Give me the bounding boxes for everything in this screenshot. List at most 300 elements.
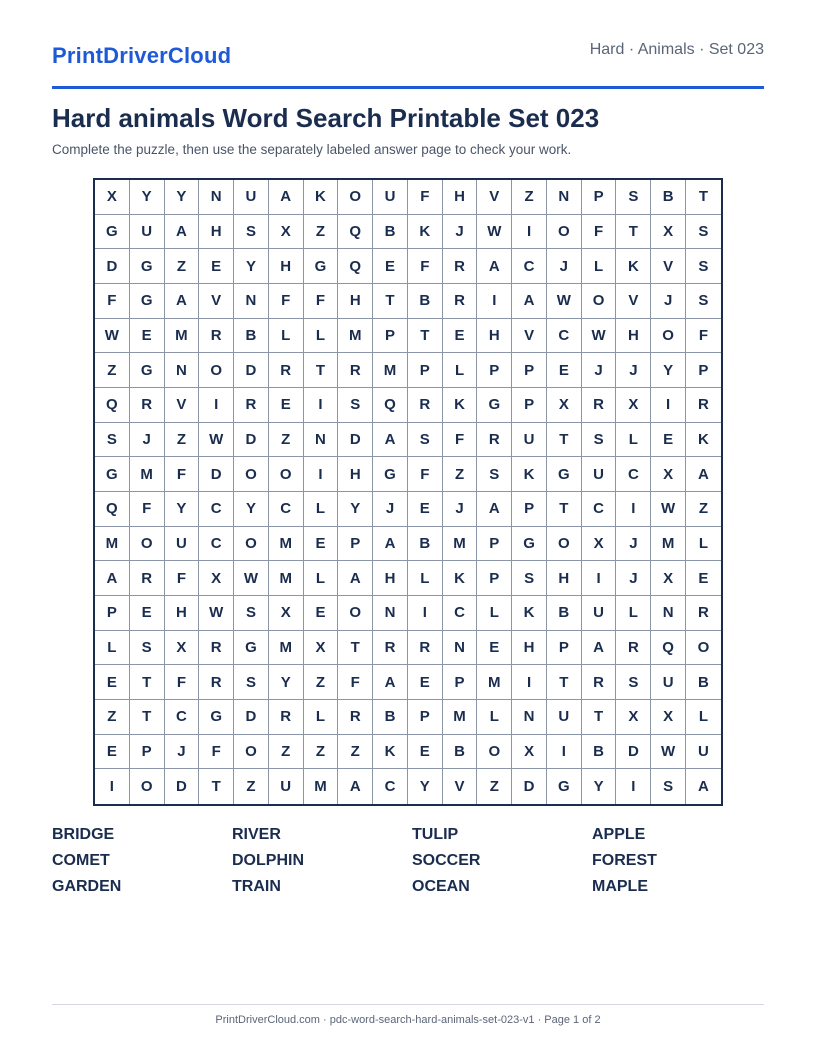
- grid-cell: R: [408, 631, 443, 666]
- grid-cell: J: [443, 215, 478, 250]
- grid-cell: M: [338, 319, 373, 354]
- grid-cell: C: [199, 492, 234, 527]
- grid-cell: L: [477, 700, 512, 735]
- grid-cell: S: [512, 561, 547, 596]
- grid-cell: G: [234, 631, 269, 666]
- grid-cell: G: [130, 353, 165, 388]
- grid-cell: O: [234, 527, 269, 562]
- grid-cell: A: [373, 665, 408, 700]
- grid-cell: V: [512, 319, 547, 354]
- grid-cell: M: [477, 665, 512, 700]
- grid-cell: D: [234, 353, 269, 388]
- grid-cell: L: [304, 492, 339, 527]
- grid-cell: T: [408, 319, 443, 354]
- grid-cell: U: [651, 665, 686, 700]
- grid-cell: X: [304, 631, 339, 666]
- grid-cell: P: [686, 353, 721, 388]
- grid-cell: E: [477, 631, 512, 666]
- grid-cell: O: [338, 180, 373, 215]
- grid-cell: N: [304, 423, 339, 458]
- grid-cell: U: [269, 769, 304, 804]
- grid-cell: L: [477, 596, 512, 631]
- grid-cell: I: [512, 215, 547, 250]
- grid-cell: M: [651, 527, 686, 562]
- grid-cell: E: [408, 492, 443, 527]
- grid-cell: P: [338, 527, 373, 562]
- grid-cell: F: [165, 561, 200, 596]
- grid-cell: X: [651, 561, 686, 596]
- grid-cell: Q: [338, 249, 373, 284]
- grid-cell: X: [547, 388, 582, 423]
- grid-cell: B: [686, 665, 721, 700]
- grid-cell: B: [408, 527, 443, 562]
- grid-cell: R: [616, 631, 651, 666]
- grid-cell: D: [234, 423, 269, 458]
- grid-cell: G: [477, 388, 512, 423]
- grid-cell: X: [95, 180, 130, 215]
- grid-cell: G: [95, 215, 130, 250]
- grid-cell: I: [477, 284, 512, 319]
- grid-cell: K: [512, 457, 547, 492]
- grid-cell: P: [95, 596, 130, 631]
- grid-cell: M: [269, 631, 304, 666]
- grid-cell: Y: [269, 665, 304, 700]
- grid-cell: R: [130, 388, 165, 423]
- grid-cell: A: [477, 249, 512, 284]
- grid-cell: Z: [443, 457, 478, 492]
- grid-cell: H: [199, 215, 234, 250]
- grid-cell: Q: [95, 388, 130, 423]
- grid-cell: C: [616, 457, 651, 492]
- grid-cell: U: [234, 180, 269, 215]
- grid-cell: L: [686, 527, 721, 562]
- word-list: [52, 824, 772, 902]
- grid-cell: N: [234, 284, 269, 319]
- grid-cell: S: [234, 596, 269, 631]
- grid-cell: H: [269, 249, 304, 284]
- grid-cell: O: [547, 215, 582, 250]
- grid-cell: E: [408, 735, 443, 770]
- grid-cell: K: [512, 596, 547, 631]
- word-search-grid: [93, 178, 723, 806]
- grid-cell: W: [95, 319, 130, 354]
- grid-cell: E: [269, 388, 304, 423]
- grid-cell: O: [234, 457, 269, 492]
- grid-cell: P: [512, 388, 547, 423]
- grid-cell: L: [686, 700, 721, 735]
- grid-cell: M: [443, 700, 478, 735]
- grid-cell: F: [686, 319, 721, 354]
- grid-cell: O: [651, 319, 686, 354]
- grid-cell: X: [651, 215, 686, 250]
- word-list-item: GARDEN: [52, 878, 122, 895]
- grid-cell: R: [199, 631, 234, 666]
- grid-cell: S: [616, 665, 651, 700]
- grid-cell: E: [686, 561, 721, 596]
- grid-cell: S: [95, 423, 130, 458]
- grid-cell: R: [269, 700, 304, 735]
- grid-cell: H: [165, 596, 200, 631]
- grid-cell: G: [130, 284, 165, 319]
- breadcrumb: Hard · Animals · Set 023: [589, 41, 764, 58]
- grid-cell: R: [373, 631, 408, 666]
- grid-cell: U: [512, 423, 547, 458]
- grid-cell: Z: [338, 735, 373, 770]
- grid-cell: K: [304, 180, 339, 215]
- grid-cell: X: [269, 215, 304, 250]
- footer-divider: [52, 1004, 764, 1005]
- grid-cell: L: [95, 631, 130, 666]
- grid-cell: J: [443, 492, 478, 527]
- grid-cell: J: [582, 353, 617, 388]
- grid-cell: C: [547, 319, 582, 354]
- grid-cell: Y: [165, 180, 200, 215]
- grid-cell: U: [547, 700, 582, 735]
- grid-cell: P: [408, 353, 443, 388]
- grid-cell: X: [582, 527, 617, 562]
- grid-cell: Z: [269, 735, 304, 770]
- grid-cell: I: [651, 388, 686, 423]
- grid-cell: S: [686, 249, 721, 284]
- grid-cell: U: [373, 180, 408, 215]
- word-list-item: APPLE: [592, 826, 646, 843]
- grid-cell: V: [165, 388, 200, 423]
- grid-cell: R: [582, 665, 617, 700]
- grid-cell: M: [95, 527, 130, 562]
- grid-cell: S: [234, 665, 269, 700]
- grid-cell: S: [130, 631, 165, 666]
- grid-cell: T: [199, 769, 234, 804]
- grid-cell: E: [373, 249, 408, 284]
- grid-cell: T: [547, 665, 582, 700]
- grid-cell: V: [477, 180, 512, 215]
- grid-cell: W: [651, 735, 686, 770]
- grid-cell: C: [512, 249, 547, 284]
- grid-cell: L: [304, 700, 339, 735]
- grid-cell: P: [130, 735, 165, 770]
- grid-cell: J: [130, 423, 165, 458]
- grid-cell: P: [477, 561, 512, 596]
- grid-cell: F: [304, 284, 339, 319]
- grid-cell: C: [373, 769, 408, 804]
- grid-cell: Z: [234, 769, 269, 804]
- grid-cell: R: [443, 284, 478, 319]
- grid-cell: G: [547, 769, 582, 804]
- grid-cell: J: [547, 249, 582, 284]
- grid-cell: Q: [373, 388, 408, 423]
- grid-cell: A: [165, 284, 200, 319]
- grid-cell: M: [269, 561, 304, 596]
- grid-cell: P: [512, 353, 547, 388]
- grid-cell: T: [338, 631, 373, 666]
- grid-cell: R: [582, 388, 617, 423]
- grid-cell: W: [199, 423, 234, 458]
- grid-cell: F: [95, 284, 130, 319]
- grid-cell: U: [130, 215, 165, 250]
- grid-cell: I: [512, 665, 547, 700]
- grid-cell: P: [512, 492, 547, 527]
- grid-cell: T: [304, 353, 339, 388]
- grid-cell: J: [165, 735, 200, 770]
- grid-cell: X: [616, 700, 651, 735]
- grid-cell: E: [443, 319, 478, 354]
- grid-cell: B: [373, 215, 408, 250]
- grid-cell: U: [582, 457, 617, 492]
- grid-cell: Y: [234, 249, 269, 284]
- grid-cell: E: [651, 423, 686, 458]
- grid-cell: O: [130, 527, 165, 562]
- grid-cell: S: [477, 457, 512, 492]
- grid-cell: R: [686, 596, 721, 631]
- grid-cell: W: [651, 492, 686, 527]
- grid-cell: Z: [95, 700, 130, 735]
- grid-cell: O: [338, 596, 373, 631]
- grid-cell: J: [616, 353, 651, 388]
- grid-cell: J: [651, 284, 686, 319]
- grid-cell: I: [582, 561, 617, 596]
- grid-cell: K: [686, 423, 721, 458]
- grid-cell: V: [616, 284, 651, 319]
- word-list-item: COMET: [52, 852, 110, 869]
- grid-cell: S: [616, 180, 651, 215]
- grid-cell: A: [686, 457, 721, 492]
- grid-cell: H: [338, 457, 373, 492]
- grid-cell: Z: [165, 423, 200, 458]
- grid-cell: T: [130, 700, 165, 735]
- grid-cell: K: [616, 249, 651, 284]
- grid-cell: K: [373, 735, 408, 770]
- grid-cell: I: [616, 769, 651, 804]
- grid-cell: A: [512, 284, 547, 319]
- grid-cell: S: [686, 284, 721, 319]
- grid-cell: L: [408, 561, 443, 596]
- grid-cell: O: [199, 353, 234, 388]
- grid-cell: W: [199, 596, 234, 631]
- grid-cell: H: [547, 561, 582, 596]
- word-list-item: TRAIN: [232, 878, 281, 895]
- grid-cell: E: [408, 665, 443, 700]
- grid-cell: K: [408, 215, 443, 250]
- grid-cell: B: [408, 284, 443, 319]
- grid-cell: B: [547, 596, 582, 631]
- grid-cell: D: [616, 735, 651, 770]
- grid-cell: N: [443, 631, 478, 666]
- grid-cell: U: [165, 527, 200, 562]
- grid-cell: G: [199, 700, 234, 735]
- grid-cell: O: [269, 457, 304, 492]
- grid-cell: X: [616, 388, 651, 423]
- grid-cell: Z: [269, 423, 304, 458]
- grid-cell: V: [443, 769, 478, 804]
- grid-cell: D: [338, 423, 373, 458]
- grid-cell: L: [304, 319, 339, 354]
- grid-cell: M: [165, 319, 200, 354]
- grid-cell: M: [373, 353, 408, 388]
- grid-cell: N: [165, 353, 200, 388]
- grid-cell: P: [373, 319, 408, 354]
- page-header: [52, 0, 764, 89]
- grid-cell: A: [338, 561, 373, 596]
- page-footer: PrintDriverCloud.com · pdc-word-search-hard-animals-set-023-v1 · Page 1 of 2: [215, 1014, 601, 1026]
- grid-cell: X: [269, 596, 304, 631]
- grid-cell: L: [304, 561, 339, 596]
- grid-cell: B: [373, 700, 408, 735]
- grid-cell: X: [165, 631, 200, 666]
- word-list-item: TULIP: [412, 826, 459, 843]
- grid-cell: K: [443, 561, 478, 596]
- grid-cell: F: [443, 423, 478, 458]
- grid-cell: R: [130, 561, 165, 596]
- grid-cell: R: [408, 388, 443, 423]
- grid-cell: E: [547, 353, 582, 388]
- grid-cell: G: [95, 457, 130, 492]
- grid-cell: F: [269, 284, 304, 319]
- grid-cell: H: [512, 631, 547, 666]
- grid-cell: Z: [304, 735, 339, 770]
- grid-cell: R: [269, 353, 304, 388]
- grid-cell: R: [443, 249, 478, 284]
- grid-cell: J: [373, 492, 408, 527]
- grid-cell: F: [165, 665, 200, 700]
- grid-cell: B: [582, 735, 617, 770]
- grid-cell: A: [269, 180, 304, 215]
- grid-cell: G: [304, 249, 339, 284]
- grid-cell: I: [199, 388, 234, 423]
- grid-cell: P: [408, 700, 443, 735]
- grid-cell: R: [234, 388, 269, 423]
- grid-cell: Y: [408, 769, 443, 804]
- grid-cell: F: [338, 665, 373, 700]
- grid-cell: X: [651, 700, 686, 735]
- grid-cell: P: [443, 665, 478, 700]
- grid-cell: S: [582, 423, 617, 458]
- grid-cell: A: [338, 769, 373, 804]
- grid-cell: P: [582, 180, 617, 215]
- grid-cell: A: [165, 215, 200, 250]
- grid-cell: S: [234, 215, 269, 250]
- grid-cell: Z: [304, 665, 339, 700]
- grid-cell: X: [651, 457, 686, 492]
- grid-cell: D: [199, 457, 234, 492]
- grid-cell: N: [373, 596, 408, 631]
- grid-cell: E: [130, 596, 165, 631]
- grid-cell: Y: [165, 492, 200, 527]
- word-list-item: FOREST: [592, 852, 657, 869]
- grid-cell: E: [95, 665, 130, 700]
- grid-cell: Y: [338, 492, 373, 527]
- page-title: Hard animals Word Search Printable Set 023: [52, 103, 600, 133]
- grid-cell: D: [234, 700, 269, 735]
- grid-cell: L: [616, 596, 651, 631]
- word-list-item: SOCCER: [412, 852, 481, 869]
- grid-cell: N: [199, 180, 234, 215]
- grid-cell: H: [373, 561, 408, 596]
- grid-cell: S: [686, 215, 721, 250]
- grid-cell: Q: [95, 492, 130, 527]
- grid-cell: F: [582, 215, 617, 250]
- grid-cell: E: [304, 596, 339, 631]
- grid-cell: C: [199, 527, 234, 562]
- grid-cell: X: [199, 561, 234, 596]
- grid-cell: E: [130, 319, 165, 354]
- grid-cell: S: [338, 388, 373, 423]
- grid-cell: Z: [95, 353, 130, 388]
- grid-cell: H: [443, 180, 478, 215]
- grid-cell: N: [651, 596, 686, 631]
- word-list-item: BRIDGE: [52, 826, 115, 843]
- grid-cell: W: [547, 284, 582, 319]
- grid-cell: Z: [512, 180, 547, 215]
- word-list-item: DOLPHIN: [232, 852, 304, 869]
- grid-cell: Y: [582, 769, 617, 804]
- grid-cell: Y: [234, 492, 269, 527]
- grid-cell: G: [130, 249, 165, 284]
- grid-cell: Z: [304, 215, 339, 250]
- grid-cell: D: [512, 769, 547, 804]
- grid-cell: T: [616, 215, 651, 250]
- grid-cell: R: [338, 353, 373, 388]
- grid-cell: D: [95, 249, 130, 284]
- grid-cell: V: [651, 249, 686, 284]
- grid-cell: I: [408, 596, 443, 631]
- grid-cell: F: [408, 457, 443, 492]
- grid-cell: C: [443, 596, 478, 631]
- grid-cell: Z: [686, 492, 721, 527]
- grid-cell: O: [547, 527, 582, 562]
- grid-cell: H: [338, 284, 373, 319]
- grid-cell: A: [582, 631, 617, 666]
- grid-cell: I: [547, 735, 582, 770]
- grid-cell: G: [547, 457, 582, 492]
- grid-cell: F: [130, 492, 165, 527]
- grid-cell: T: [686, 180, 721, 215]
- grid-cell: S: [651, 769, 686, 804]
- grid-cell: L: [582, 249, 617, 284]
- grid-cell: F: [408, 180, 443, 215]
- grid-cell: M: [130, 457, 165, 492]
- grid-cell: O: [582, 284, 617, 319]
- grid-cell: Q: [338, 215, 373, 250]
- grid-cell: Z: [165, 249, 200, 284]
- grid-cell: C: [165, 700, 200, 735]
- brand-logo: PrintDriverCloud: [52, 43, 232, 68]
- grid-cell: B: [234, 319, 269, 354]
- grid-cell: I: [616, 492, 651, 527]
- grid-cell: B: [651, 180, 686, 215]
- grid-cell: R: [199, 665, 234, 700]
- grid-cell: W: [582, 319, 617, 354]
- word-list-item: RIVER: [232, 826, 281, 843]
- grid-cell: U: [582, 596, 617, 631]
- grid-cell: J: [616, 527, 651, 562]
- grid-cell: I: [304, 457, 339, 492]
- grid-cell: R: [338, 700, 373, 735]
- grid-cell: Y: [130, 180, 165, 215]
- grid-cell: E: [95, 735, 130, 770]
- grid-cell: W: [477, 215, 512, 250]
- grid-cell: K: [443, 388, 478, 423]
- grid-cell: T: [373, 284, 408, 319]
- grid-cell: A: [95, 561, 130, 596]
- grid-cell: C: [582, 492, 617, 527]
- grid-cell: A: [697, 777, 709, 795]
- grid-cell: U: [686, 735, 721, 770]
- grid-cell: H: [616, 319, 651, 354]
- grid-cell: F: [165, 457, 200, 492]
- grid-cell: E: [199, 249, 234, 284]
- word-list-item: MAPLE: [592, 878, 648, 895]
- grid-cell: C: [269, 492, 304, 527]
